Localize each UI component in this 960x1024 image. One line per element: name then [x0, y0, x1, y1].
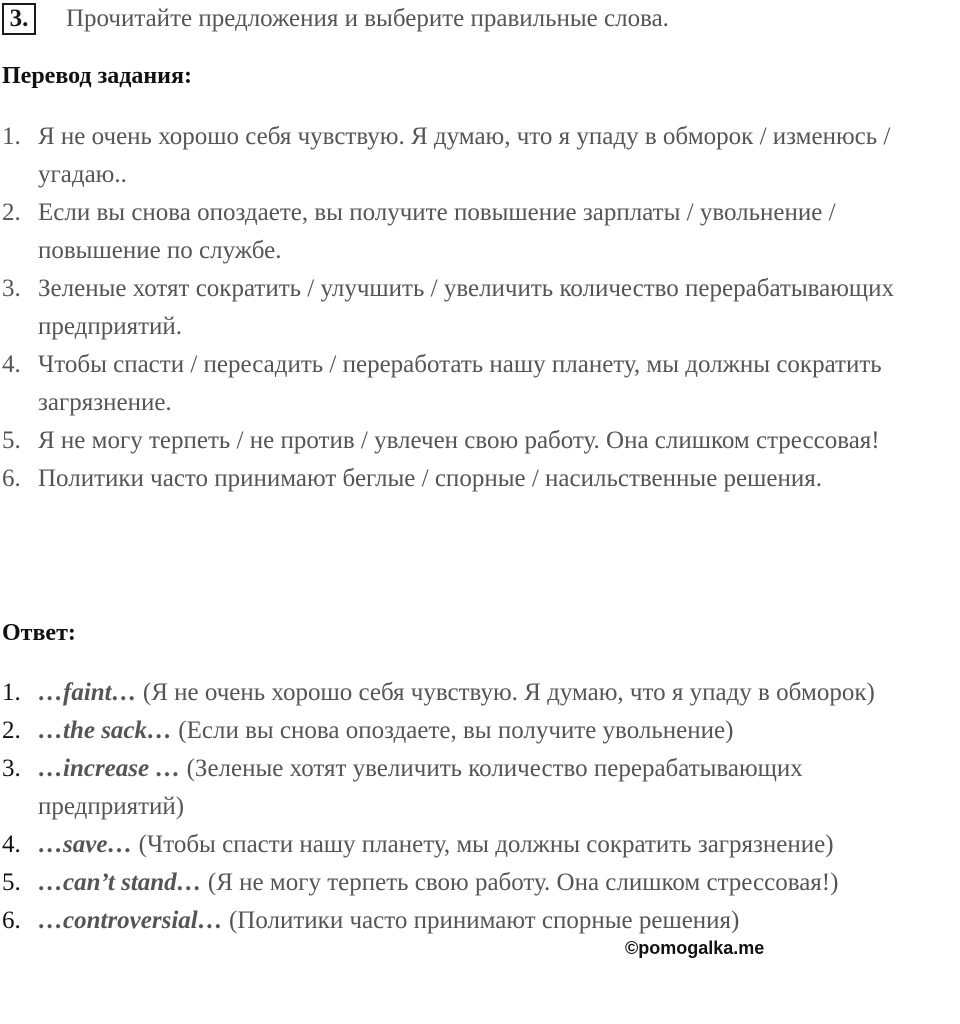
item-number: 5. — [2, 869, 21, 896]
translation-heading: Перевод задания: — [2, 63, 192, 89]
answer-item — [2, 864, 932, 902]
item-text: Если вы снова опоздаете, вы получите повышение зарплаты / увольнение / повышение по службе. — [38, 199, 836, 264]
item-number: 6. — [2, 907, 21, 934]
item-number: 1. — [2, 123, 21, 150]
answer-translation: (Если вы снова опоздаете, вы получите увольнение) — [172, 717, 734, 744]
answer-list — [2, 674, 932, 940]
translation-item — [2, 346, 952, 422]
item-number: 1. — [2, 679, 21, 706]
answer-word: …can’t stand… — [38, 869, 202, 896]
watermark: ©pomogalka.me — [625, 938, 765, 958]
answer-translation: (Я не могу терпеть свою работу. Она слишком стрессовая!) — [201, 869, 839, 896]
item-text: Я не очень хорошо себя чувствую. Я думаю, что я упаду в обморок / изменюсь / угадаю.. — [38, 123, 891, 188]
item-number: 4. — [2, 351, 21, 378]
translation-item — [2, 270, 952, 346]
answer-item — [2, 826, 932, 864]
answer-word: …save… — [38, 831, 133, 858]
translation-item — [2, 460, 952, 498]
answer-item — [2, 750, 932, 826]
item-number: 2. — [2, 199, 21, 226]
answer-word: …the sack… — [38, 717, 173, 744]
answer-translation: (Зеленые хотят увеличить количество перерабатывающих предприятий) — [38, 755, 803, 820]
answer-heading: Ответ: — [2, 620, 76, 646]
translation-item — [2, 194, 952, 270]
item-text: Зеленые хотят сократить / улучшить / увеличить количество перерабатывающих предприятий. — [38, 275, 894, 340]
translation-list — [2, 118, 952, 498]
item-text: Я не могу терпеть / не против / увлечен свою работу. Она слишком стрессовая! — [38, 427, 880, 454]
translation-item — [2, 422, 952, 460]
item-number: 2. — [2, 717, 21, 744]
item-number: 3. — [2, 755, 21, 782]
task-number-box: 3. — [2, 3, 36, 35]
item-number: 5. — [2, 427, 21, 454]
answer-translation: (Я не очень хорошо себя чувствую. Я думаю, что я упаду в обморок) — [136, 679, 875, 706]
item-text: Политики часто принимают беглые / спорные / насильственные решения. — [38, 465, 822, 492]
answer-item — [2, 674, 932, 712]
answer-item — [2, 712, 932, 750]
task-header — [2, 2, 669, 36]
answer-translation: (Чтобы спасти нашу планету, мы должны сократить загрязнение) — [132, 831, 834, 858]
item-number: 4. — [2, 831, 21, 858]
item-text: Чтобы спасти / пересадить / переработать нашу планету, мы должны сократить загрязнение. — [38, 351, 882, 416]
task-instruction: Прочитайте предложения и выберите правильные слова. — [66, 5, 669, 32]
translation-item — [2, 118, 952, 194]
answer-word: …increase … — [38, 755, 181, 782]
answer-item — [2, 902, 932, 940]
answer-translation: (Политики часто принимают спорные решения) — [222, 907, 740, 934]
answer-word: …faint… — [38, 679, 137, 706]
item-number: 6. — [2, 465, 21, 492]
item-number: 3. — [2, 275, 21, 302]
answer-word: …controversial… — [38, 907, 223, 934]
